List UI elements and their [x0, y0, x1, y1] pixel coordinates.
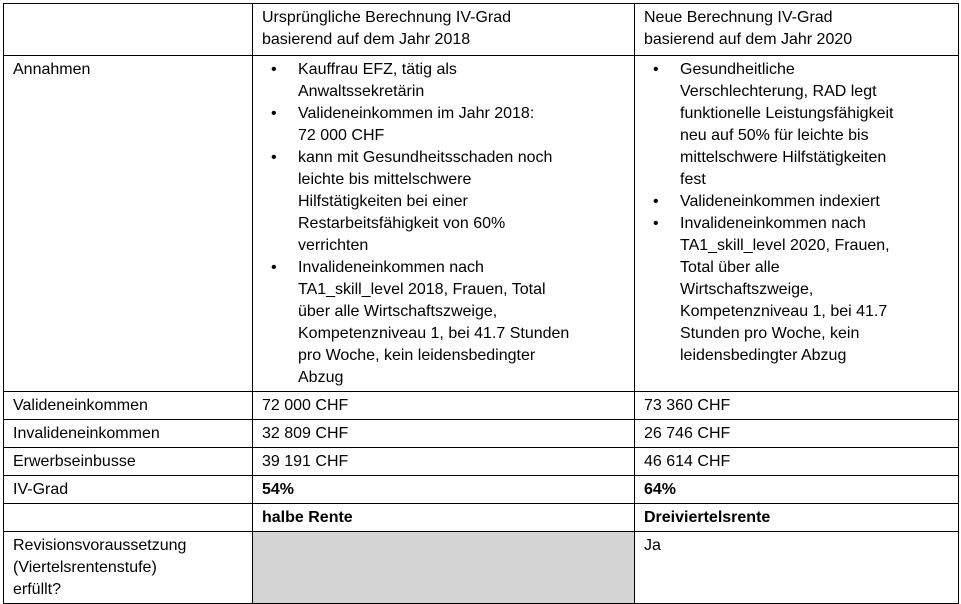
- revision-original-shaded: [253, 532, 635, 604]
- erwerbseinbusse-new: 46 614 CHF: [635, 448, 959, 476]
- erwerbseinbusse-row: [4, 448, 959, 476]
- valideneinkommen-new: 73 360 CHF: [635, 392, 959, 420]
- list-item-line: Anwaltssekretärin: [298, 83, 425, 100]
- list-item: [298, 59, 628, 103]
- list-item-line: über alle Wirtschaftszweige,: [298, 303, 498, 320]
- list-item-line: neu auf 50% für leichte bis: [680, 127, 869, 144]
- list-item: [680, 59, 952, 191]
- list-item-line: • Valideneinkommen im Jahr 2018:: [298, 105, 535, 122]
- annahmen-new-list: [644, 59, 952, 367]
- list-item: [298, 147, 628, 257]
- list-item-line: Verschlechterung, RAD legt: [680, 83, 877, 100]
- table-header-row: [4, 4, 959, 56]
- valideneinkommen-original: 72 000 CHF: [253, 392, 635, 420]
- iv-grad-original: 54%: [253, 476, 635, 504]
- list-item: [298, 103, 628, 147]
- comparison-table: [3, 3, 959, 604]
- rente-new: Dreiviertelsrente: [635, 504, 959, 532]
- revision-label: [4, 532, 253, 604]
- list-item-line: mittelschwere Hilfstätigkeiten: [680, 149, 887, 166]
- erwerbseinbusse-label: Erwerbseinbusse: [4, 448, 253, 476]
- list-item-line: • Valideneinkommen indexiert: [680, 193, 880, 210]
- rente-original: halbe Rente: [253, 504, 635, 532]
- invalideneinkommen-row: [4, 420, 959, 448]
- list-item-line: fest: [680, 171, 706, 188]
- rente-row: [4, 504, 959, 532]
- list-item-line: • Kauffrau EFZ, tätig als: [298, 61, 457, 78]
- rente-label: [4, 504, 253, 532]
- list-item-line: Wirtschaftszweige,: [680, 281, 814, 298]
- list-item-line: • Invalideneinkommen nach: [298, 259, 484, 276]
- annahmen-row: [4, 56, 959, 392]
- header-new-line-2: basierend auf dem Jahr 2020: [644, 31, 853, 48]
- list-item-line: Kompetenzniveau 1, bei 41.7: [680, 303, 888, 320]
- list-item-line: leichte bis mittelschwere: [298, 171, 472, 188]
- list-item-line: Restarbeitsfähigkeit von 60%: [298, 215, 506, 232]
- list-item-line: Hilfstätigkeiten bei einer: [298, 193, 468, 210]
- header-new-line-1: Neue Berechnung IV-Grad: [644, 9, 833, 26]
- revision-new: Ja: [635, 532, 959, 604]
- revision-row: [4, 532, 959, 604]
- valideneinkommen-row: [4, 392, 959, 420]
- header-original-line-2: basierend auf dem Jahr 2018: [262, 31, 471, 48]
- header-new-calculation: [635, 4, 959, 56]
- list-item-line: Stunden pro Woche, kein: [680, 325, 860, 342]
- revision-label-line-2: (Viertelsrentenstufe): [13, 559, 157, 576]
- annahmen-original-list: [262, 59, 628, 389]
- invalideneinkommen-original: 32 809 CHF: [253, 420, 635, 448]
- list-item-line: funktionelle Leistungsfähigkeit: [680, 105, 894, 122]
- list-item-line: Kompetenzniveau 1, bei 41.7 Stunden: [298, 325, 570, 342]
- list-item: [680, 191, 952, 213]
- invalideneinkommen-new: 26 746 CHF: [635, 420, 959, 448]
- list-item-line: • kann mit Gesundheitsschaden noch: [298, 149, 553, 166]
- iv-grad-label: IV-Grad: [4, 476, 253, 504]
- list-item-line: leidensbedingter Abzug: [680, 347, 847, 364]
- erwerbseinbusse-original: 39 191 CHF: [253, 448, 635, 476]
- list-item-line: pro Woche, kein leidensbedingter: [298, 347, 536, 364]
- annahmen-original-cell: [253, 56, 635, 392]
- revision-label-line-1: Revisionsvoraussetzung: [13, 537, 187, 554]
- annahmen-label: Annahmen: [4, 56, 253, 392]
- list-item: [298, 257, 628, 389]
- list-item-line: Total über alle: [680, 259, 780, 276]
- list-item-line: Abzug: [298, 369, 344, 386]
- list-item: [680, 213, 952, 367]
- annahmen-new-cell: [635, 56, 959, 392]
- invalideneinkommen-label: Invalideneinkommen: [4, 420, 253, 448]
- list-item-line: • Gesundheitliche: [680, 61, 795, 78]
- list-item-line: TA1_skill_level 2018, Frauen, Total: [298, 281, 546, 298]
- list-item-line: TA1_skill_level 2020, Frauen,: [680, 237, 890, 254]
- iv-grad-new: 64%: [635, 476, 959, 504]
- header-original-line-1: Ursprüngliche Berechnung IV-Grad: [262, 9, 512, 26]
- header-empty-cell: [4, 4, 253, 56]
- iv-grad-row: [4, 476, 959, 504]
- header-original-calculation: [253, 4, 635, 56]
- list-item-line: 72 000 CHF: [298, 127, 385, 144]
- list-item-line: verrichten: [298, 237, 369, 254]
- valideneinkommen-label: Valideneinkommen: [4, 392, 253, 420]
- revision-label-line-3: erfüllt?: [13, 581, 62, 598]
- list-item-line: • Invalideneinkommen nach: [680, 215, 866, 232]
